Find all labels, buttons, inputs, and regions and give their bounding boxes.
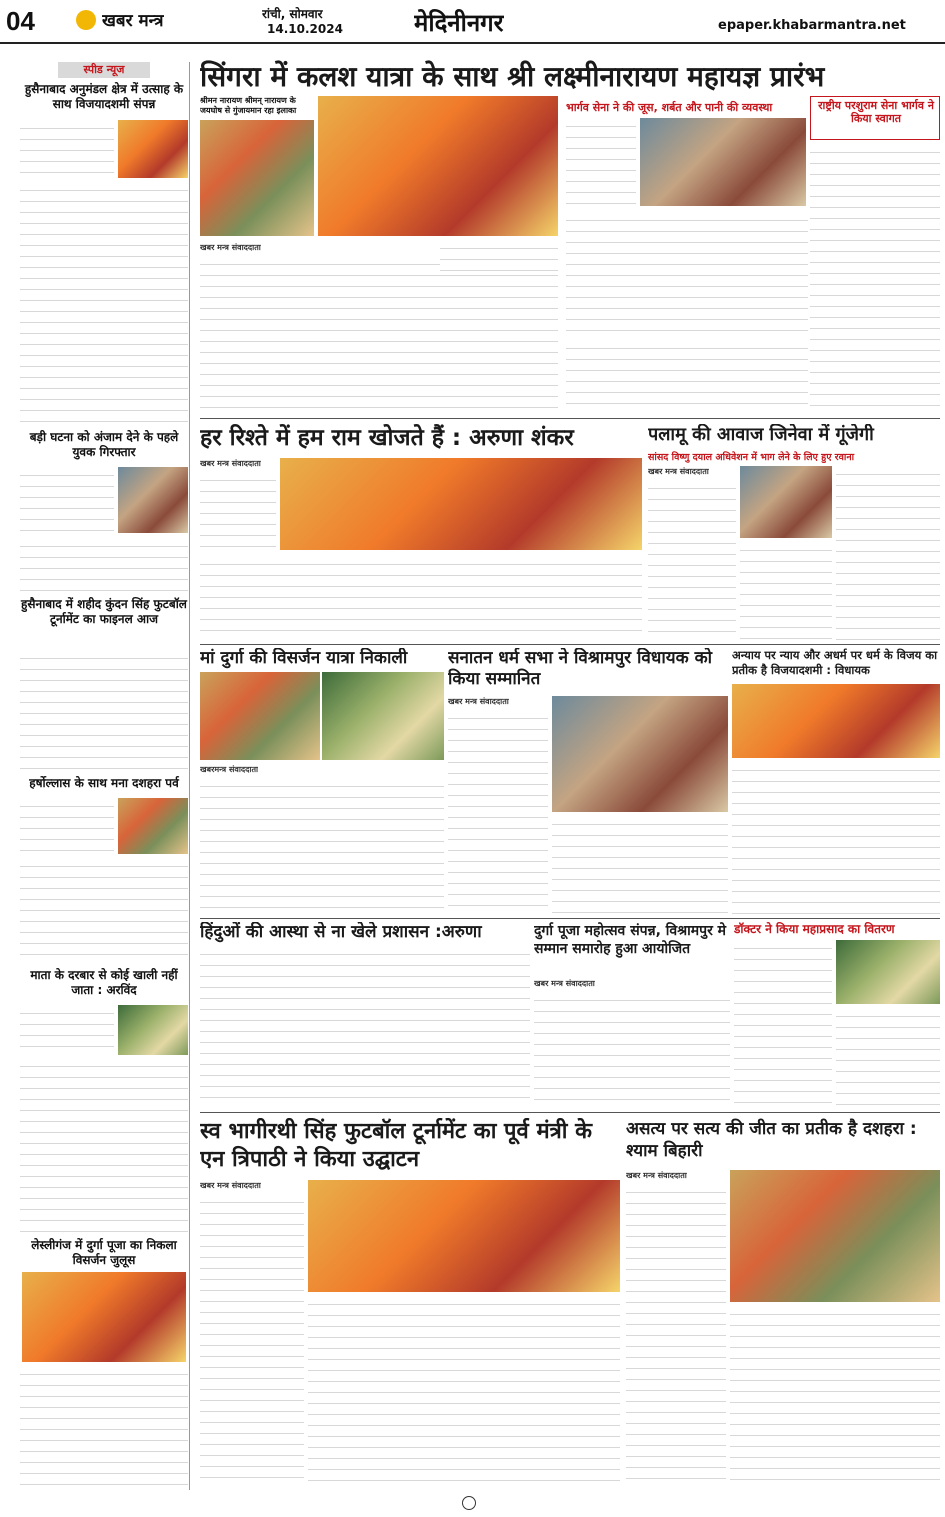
row-rule	[200, 644, 940, 645]
palamu-body-text	[836, 466, 940, 640]
parshuram-body-text	[566, 340, 808, 414]
aruna-photo	[280, 458, 642, 550]
parshuram-headline-box	[810, 96, 940, 140]
sidebar-body-text	[20, 798, 114, 854]
sidebar-photo	[118, 1005, 188, 1055]
doctor-body-text	[836, 1008, 940, 1108]
parshuram-body-text	[566, 118, 636, 208]
aruna-byline: खबर मन्त्र संवाददाता	[200, 459, 261, 468]
sanatan-headline: सनातन धर्म सभा ने विश्रामपुर विधायक को किया सम्मानित	[448, 648, 713, 689]
vijayadashmi-photo	[732, 684, 940, 758]
vijayadashmi-headline: अन्याय पर न्याय और अधर्म पर धर्म के विजय का प्रतीक है विजयादशमी : विधायक	[732, 648, 938, 677]
sidebar-photo	[118, 798, 188, 854]
sidebar-body-text	[20, 650, 188, 770]
durga-visarjan-photo	[200, 672, 320, 760]
palamu-headline: पलामू की आवाज जिनेवा में गूंजेगी	[648, 424, 874, 445]
football-body-text	[200, 1194, 304, 1486]
durga-visarjan-headline: मां दुर्गा की विसर्जन यात्रा निकाली	[200, 648, 408, 668]
palamu-byline: खबर मन्त्र संवाददाता	[648, 467, 709, 476]
sanatan-photo	[552, 696, 728, 812]
hindu-headline: हिंदुओं की आस्था से ना खेले प्रशासन :अरुणा	[200, 922, 482, 942]
durga-visarjan-body-text	[200, 778, 444, 914]
parshuram-headline: राष्ट्रीय परशुराम सेना भार्गव ने किया स्वागत	[818, 99, 934, 125]
dashhara-headline: असत्य पर सत्य की जीत का प्रतीक है दशहरा : श्याम बिहारी	[626, 1119, 917, 1161]
issue-date: 14.10.2024	[267, 22, 343, 36]
sidebar-body-text	[20, 1058, 188, 1232]
football-body-text	[308, 1296, 620, 1486]
sidebar-body-text	[20, 858, 188, 962]
dashhara-photo	[730, 1170, 940, 1302]
sidebar	[18, 62, 190, 1490]
sidebar-body-text	[20, 538, 188, 592]
sidebar-headline: हुसैनाबाद अनुमंडल क्षेत्र में उत्साह के साथ विजयादशमी संपन्न	[24, 82, 184, 111]
doctor-photo	[836, 940, 940, 1004]
row-rule	[200, 418, 940, 419]
dashhara-body-text	[730, 1306, 940, 1486]
aruna-body-text	[200, 472, 276, 552]
lead-photo-small	[200, 120, 314, 236]
mahotsav-byline: खबर मन्त्र संवाददाता	[534, 979, 595, 988]
section-name: मेदिनीनगर	[414, 9, 504, 37]
registration-mark	[462, 1496, 476, 1510]
palamu-body-text	[740, 542, 832, 640]
sidebar-headline: लेस्लीगंज में दुर्गा पूजा का निकला विसर्जन जुलूस	[31, 1238, 177, 1267]
sidebar-headline: बड़ी घटना को अंजाम देने के पहले युवक गिरफ्तार	[29, 430, 179, 459]
sanatan-body-text	[552, 816, 728, 914]
palamu-subheadline: सांसद विष्णु दयाल अधिवेशन में भाग लेने के लिए हुए रवाना	[648, 452, 855, 463]
mahotsav-body-text	[534, 992, 730, 1108]
sidebar-body-text	[20, 467, 114, 535]
dashhara-body-text	[626, 1184, 726, 1486]
speed-news-label: स्पीड न्यूज	[58, 62, 150, 78]
lead-body-text	[440, 240, 558, 272]
parshuram-kicker: भार्गव सेना ने की जूस, शर्बत और पानी की व्यवस्था	[566, 101, 773, 114]
dashhara-byline: खबर मन्त्र संवाददाता	[626, 1171, 687, 1180]
hindu-body-text	[200, 946, 530, 1108]
row-rule	[200, 1112, 940, 1113]
lead-body-text	[200, 256, 558, 412]
sidebar-body-text	[20, 1005, 114, 1055]
lead-photo	[318, 96, 558, 236]
aruna-body-text	[200, 556, 642, 640]
durga-visarjan-photo-2	[322, 672, 444, 760]
aruna-headline: हर रिश्ते में हम राम खोजते हैं : अरुणा शंकर	[200, 425, 574, 451]
lead-photo-caption: श्रीमन नारायण श्रीमन् नारायण के जयघोष से गुंजायमान रहा इलाका	[200, 96, 297, 115]
sidebar-headline: माता के दरबार से कोई खाली नहीं जाता : अरविंद	[30, 968, 178, 997]
sidebar-body-text	[20, 182, 188, 422]
city-day: रांची, सोमवार	[262, 7, 323, 21]
sanatan-byline: खबर मन्त्र संवाददाता	[448, 697, 509, 706]
row-rule	[200, 918, 940, 919]
masthead	[0, 0, 945, 44]
brand-logo	[76, 10, 96, 30]
sidebar-headline: हर्षोल्लास के साथ मना दशहरा पर्व	[29, 776, 179, 790]
palamu-photo	[740, 466, 832, 538]
lead-byline: खबर मन्त्र संवाददाता	[200, 243, 261, 252]
brand-name: खबर मन्त्र	[102, 11, 164, 31]
football-photo	[308, 1180, 620, 1292]
page-number: 04	[6, 6, 35, 36]
parshuram-photo	[640, 118, 806, 206]
sidebar-photo	[118, 467, 188, 533]
sanatan-body-text	[448, 710, 548, 914]
sidebar-body-text	[20, 1366, 188, 1488]
durga-visarjan-byline: खबरमन्त्र संवाददाता	[200, 765, 259, 774]
football-headline: स्व भागीरथी सिंह फुटबॉल टूर्नामेंट का पूर्व मंत्री के एन त्रिपाठी ने किया उद्घाटन	[200, 1119, 593, 1172]
doctor-body-text	[734, 940, 832, 1108]
mahotsav-headline: दुर्गा पूजा महोत्सव संपन्न, विश्रामपुर मे सम्मान समारोह हुआ आयोजित	[534, 923, 727, 957]
palamu-body-text	[648, 480, 736, 640]
parshuram-body-text	[566, 212, 808, 332]
doctor-headline: डॉक्टर ने किया महाप्रसाद का वितरण	[734, 922, 895, 936]
sidebar-headline: हुसैनाबाद में शहीद कुंदन सिंह फुटबॉल टूर्नामेंट का फाइनल आज	[21, 597, 187, 626]
football-byline: खबर मन्त्र संवाददाता	[200, 1181, 261, 1190]
parshuram-body-text	[810, 144, 940, 414]
sidebar-photo	[118, 120, 188, 178]
lead-headline: सिंगरा में कलश यात्रा के साथ श्री लक्ष्मीनारायण महायज्ञ प्रारंभ	[200, 60, 825, 93]
sidebar-photo	[22, 1272, 186, 1362]
epaper-url[interactable]: epaper.khabarmantra.net	[718, 18, 906, 33]
vijayadashmi-body-text	[732, 762, 940, 914]
